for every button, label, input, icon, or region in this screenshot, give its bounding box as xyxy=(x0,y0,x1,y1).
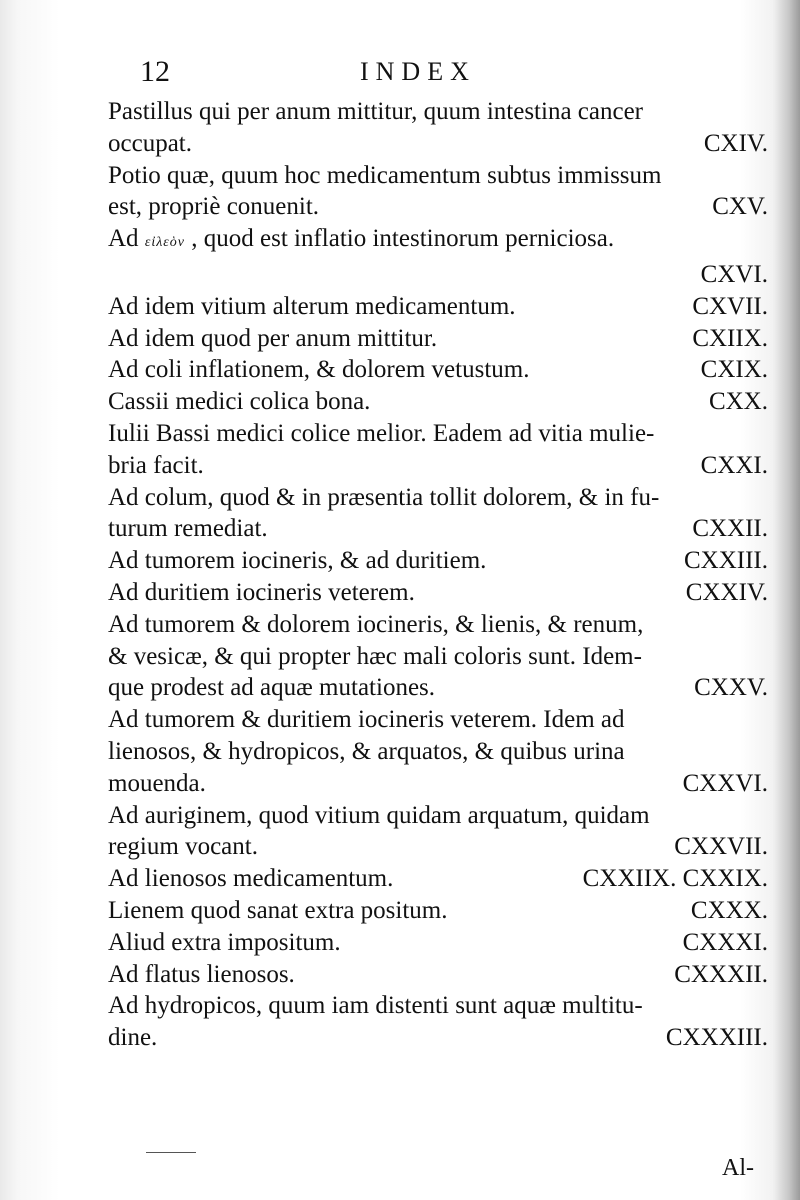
entry-line-last xyxy=(108,927,768,959)
index-entry xyxy=(108,800,768,864)
entry-line-last xyxy=(108,831,768,863)
entry-line-last xyxy=(108,672,768,704)
index-entry xyxy=(108,927,768,959)
chapter-numeral: CXXI. xyxy=(700,451,768,479)
chapter-numeral: CXXV. xyxy=(694,674,768,702)
entry-line: Ad tumorem iocineris, & ad duritiem. xyxy=(108,547,487,575)
chapter-numeral: CXXIIX. CXXIX. xyxy=(582,865,768,893)
index-entry xyxy=(108,354,768,386)
index-entry xyxy=(108,545,768,577)
page-header xyxy=(140,52,764,92)
index-entry xyxy=(108,223,768,291)
index-entry xyxy=(108,418,768,482)
entry-line-last xyxy=(108,323,768,355)
entry-line: regium vocant. xyxy=(108,833,258,861)
entry-line: Ad tumorem & dolorem iocineris, & lienis, & renum, xyxy=(108,610,644,638)
greek-word: εἰλεὸν xyxy=(144,235,186,251)
chapter-numeral: CXV. xyxy=(712,193,768,221)
entry-line-last xyxy=(108,577,768,609)
entry-line: Aliud extra impositum. xyxy=(108,928,341,956)
index-entry xyxy=(108,160,768,224)
entry-line: Potio quæ, quum hoc medicamentum subtus immissum xyxy=(108,161,662,189)
entry-line: lienosos, & hydropicos, & arquatos, & quibus urina xyxy=(108,737,625,765)
chapter-numeral: CXXXII. xyxy=(674,960,768,988)
entry-line: Cassii medici colica bona. xyxy=(108,388,371,416)
chapter-numeral: CXVI. xyxy=(700,260,768,288)
entry-line-last xyxy=(108,386,768,418)
chapter-numeral: CXX. xyxy=(708,388,768,416)
chapter-numeral: CXXIII. xyxy=(683,547,768,575)
entry-line-last xyxy=(108,291,768,323)
entry-line-last xyxy=(108,128,768,160)
entry-line: Ad duritiem iocineris veterem. xyxy=(108,578,415,606)
catchword: Al- xyxy=(722,1155,754,1181)
entry-line: Ad idem quod per anum mittitur. xyxy=(108,324,438,352)
footer-rule xyxy=(146,1152,196,1153)
entry-line-last xyxy=(108,450,768,482)
index-entry xyxy=(108,577,768,609)
chapter-numeral: CXXIV. xyxy=(685,578,768,606)
entry-line: Ad auriginem, quod vitium quidam arquatum, quidam xyxy=(108,801,650,829)
index-entry xyxy=(108,609,768,704)
chapter-numeral: CXIIX. xyxy=(692,324,768,352)
entry-line: Pastillus qui per anum mittitur, quum intestina cancer xyxy=(108,98,644,125)
chapter-numeral: CXXXI. xyxy=(682,928,768,956)
chapter-numeral: CXIV. xyxy=(703,129,768,157)
running-title: INDEX xyxy=(360,57,476,86)
page-number: 12 xyxy=(140,55,170,88)
chapter-numeral: CXXVII. xyxy=(674,833,768,861)
entry-text: , quod est inflatio intestinorum perniciosa. xyxy=(185,225,615,253)
entry-line: Ad flatus lienosos. xyxy=(108,960,295,988)
index-entry xyxy=(108,704,768,799)
entry-line-last xyxy=(108,959,768,991)
entry-line: Ad hydropicos, quum iam distenti sunt aquæ multitu- xyxy=(108,992,643,1020)
chapter-numeral: CXXII. xyxy=(692,515,768,543)
entry-line-last xyxy=(108,545,768,577)
entry-line-last xyxy=(108,354,768,386)
index-entry xyxy=(108,895,768,927)
page-edge-shadow xyxy=(772,0,800,1200)
entry-line: mouenda. xyxy=(108,769,206,797)
index-entry xyxy=(108,291,768,323)
entry-line-last xyxy=(108,768,768,800)
chapter-numeral: CXXX. xyxy=(690,896,768,924)
index-entry xyxy=(108,959,768,991)
index-entries xyxy=(108,96,768,1054)
entry-line: Ad colum, quod & in præsentia tollit dolorem, & in fu- xyxy=(108,483,660,511)
entry-line-last xyxy=(108,863,768,895)
entry-line: dine. xyxy=(108,1024,158,1052)
entry-line: est, propriè conuenit. xyxy=(108,193,320,221)
entry-line: & vesicæ, & qui propter hæc mali coloris sunt. Idem- xyxy=(108,642,642,670)
index-entry xyxy=(108,386,768,418)
entry-line: occupat. xyxy=(108,129,192,157)
entry-line: Ad lienosos medicamentum. xyxy=(108,865,394,893)
chapter-numeral: CXXVI. xyxy=(682,769,768,797)
index-entry xyxy=(108,990,768,1054)
chapter-numeral: CXIX. xyxy=(700,356,768,384)
entry-line: Ad coli inflationem, & dolorem vetustum. xyxy=(108,356,530,384)
chapter-numeral: CXXXIII. xyxy=(665,1024,768,1052)
index-entry xyxy=(108,863,768,895)
chapter-numeral: CXVII. xyxy=(692,292,768,320)
entry-line: turum remediat. xyxy=(108,515,268,543)
entry-line: Iulii Bassi medici colice melior. Eadem ad vitia mulie- xyxy=(108,419,655,447)
entry-line-last xyxy=(108,513,768,545)
entry-line: Lienem quod sanat extra positum. xyxy=(108,896,448,924)
entry-line xyxy=(108,223,768,259)
entry-line: bria facit. xyxy=(108,451,204,479)
index-entry xyxy=(108,323,768,355)
entry-text: Ad xyxy=(108,225,145,253)
entry-line: Ad idem vitium alterum medicamentum. xyxy=(108,292,516,320)
entry-line-last xyxy=(108,191,768,223)
index-entry xyxy=(108,482,768,546)
entry-line-last xyxy=(108,1022,768,1054)
index-entry xyxy=(108,96,768,160)
entry-line-last xyxy=(142,259,768,291)
entry-line: Ad tumorem & duritiem iocineris veterem. Idem ad xyxy=(108,706,625,734)
entry-line: que prodest ad aquæ mutationes. xyxy=(108,674,436,702)
entry-line-last xyxy=(108,895,768,927)
